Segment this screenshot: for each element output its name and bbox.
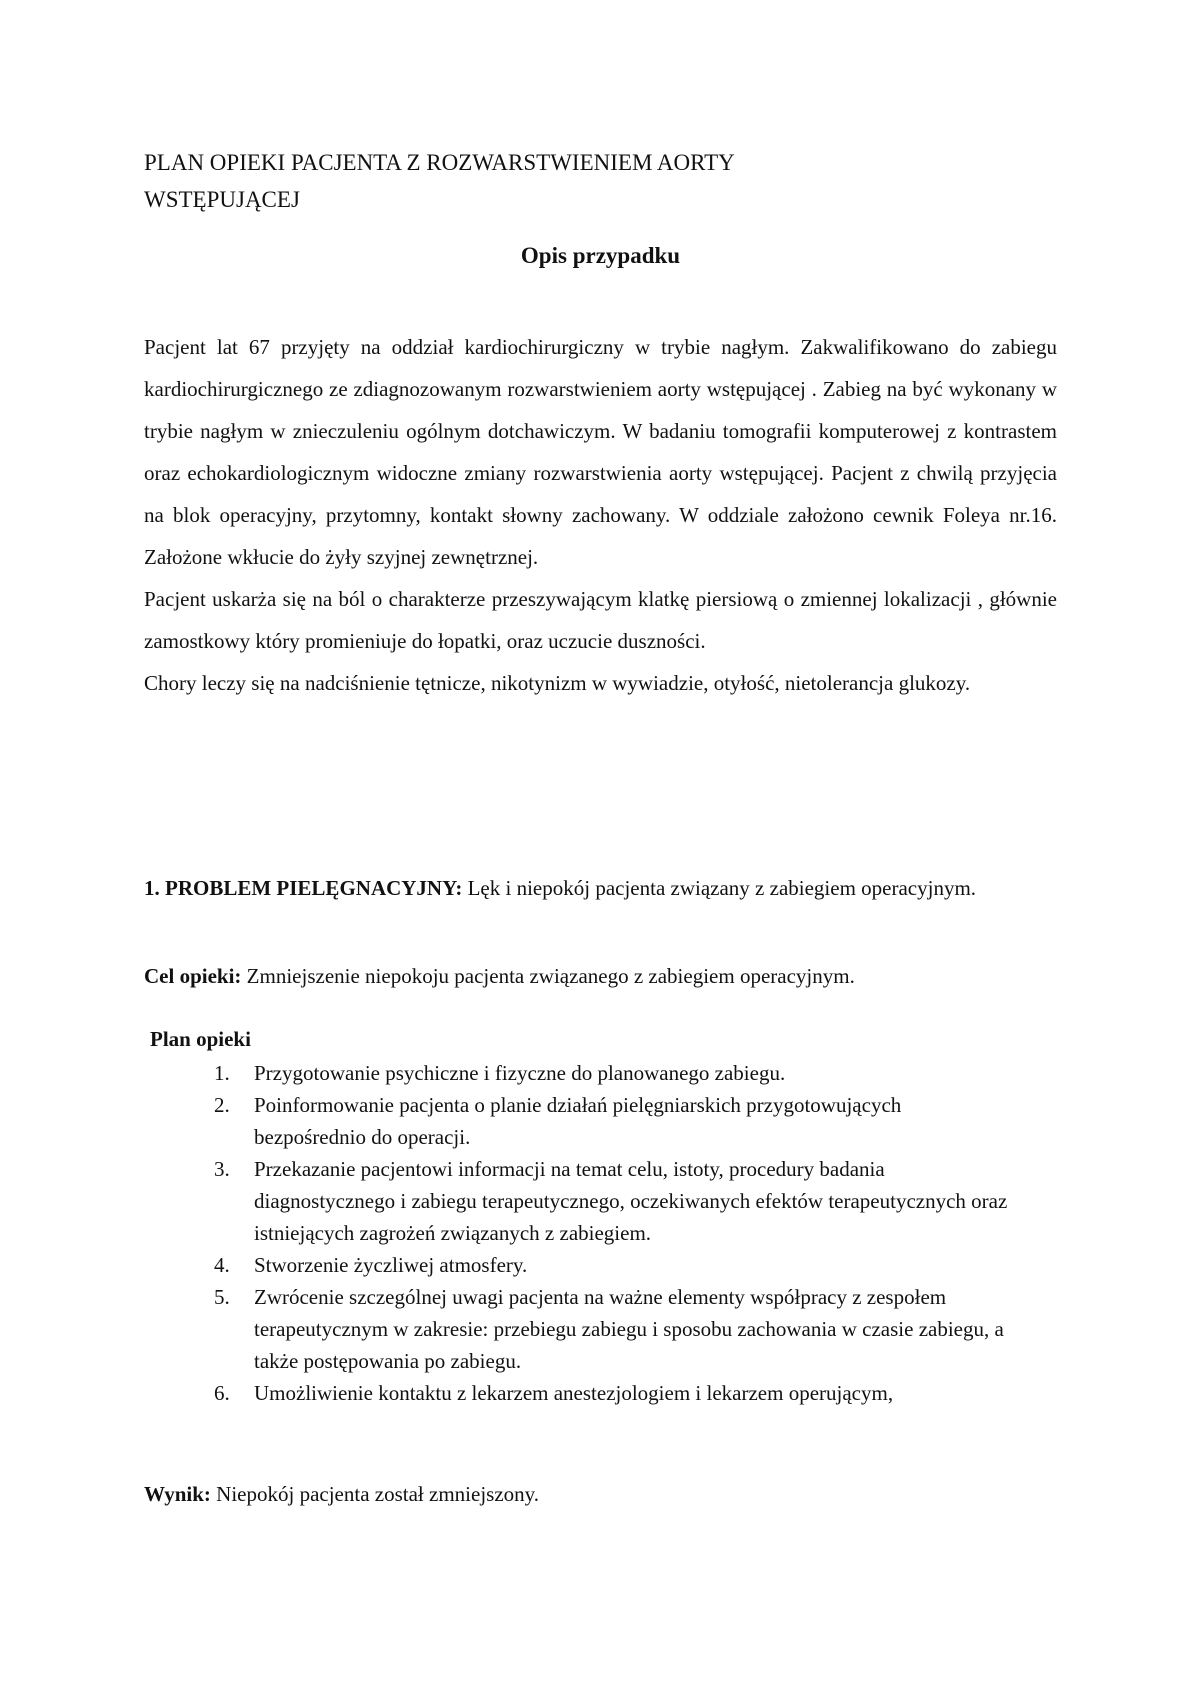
- list-item: [214, 1153, 1014, 1249]
- list-item-number: 5.: [214, 1285, 230, 1309]
- list-item-number: 3.: [214, 1157, 230, 1181]
- list-item-text: Przygotowanie psychiczne i fizyczne do planowanego zabiegu.: [254, 1061, 786, 1085]
- nursing-problem: [144, 874, 1057, 902]
- case-paragraph-3: Chory leczy się na nadciśnienie tętnicze, nikotynizm w wywiadzie, otyłość, nietolerancja glukozy.: [144, 671, 971, 695]
- care-result: [144, 1480, 1057, 1508]
- case-paragraph-2: Pacjent uskarża się na ból o charakterze przeszywającym klatkę piersiową o zmiennej lokalizacji , głównie zamostkowy który promieniuje do łopatki, oraz uczucie duszności.: [144, 587, 1057, 653]
- list-item-text: Stworzenie życzliwej atmosfery.: [254, 1253, 528, 1277]
- list-item-number: 2.: [214, 1093, 230, 1117]
- nursing-problem-label: 1. PROBLEM PIELĘGNACYJNY:: [144, 876, 463, 900]
- care-goal-label: Cel opieki:: [144, 964, 242, 988]
- list-item-number: 6.: [214, 1381, 230, 1405]
- list-item-text: Poinformowanie pacjenta o planie działań pielęgniarskich przygotowujących bezpośrednio do operacji.: [254, 1093, 902, 1149]
- care-plan-heading: Plan opieki: [150, 1027, 251, 1051]
- list-item: [214, 1089, 1014, 1153]
- document-title: [144, 144, 1044, 218]
- list-item: [214, 1057, 1014, 1089]
- list-item: [214, 1249, 1014, 1281]
- case-paragraph-1: Pacjent lat 67 przyjęty na oddział kardiochirurgiczny w trybie nagłym. Zakwalifikowano do zabiegu kardiochirurgicznego ze zdiagnozowanym rozwarstwieniem aorty wstępującej . Zabieg na być wykonany w trybie nagłym w znieczuleniu ogólnym dotchawiczym. W badaniu tomografii komputerowej z kontrastem oraz echokardiologicznym widoczne zmiany rozwarstwienia aorty wstępującej. Pacjent z chwilą przyjęcia na blok operacyjny, przytomny, kontakt słowny zachowany. W oddziale założono cewnik Foleya nr.16. Założone wkłucie do żyły szyjnej zewnętrznej.: [144, 335, 1057, 569]
- nursing-problem-text: Lęk i niepokój pacjenta związany z zabiegiem operacyjnym.: [467, 876, 977, 900]
- case-description: [144, 326, 1057, 704]
- care-goal-text: Zmniejszenie niepokoju pacjenta związanego z zabiegiem operacyjnym.: [246, 964, 855, 988]
- care-result-label: Wynik:: [144, 1482, 211, 1506]
- list-item: [214, 1281, 1014, 1377]
- care-goal: [144, 962, 1057, 990]
- title-line-1: PLAN OPIEKI PACJENTA Z ROZWARSTWIENIEM AORTY: [144, 150, 735, 175]
- care-result-text: Niepokój pacjenta został zmniejszony.: [216, 1482, 540, 1506]
- list-item-number: 1.: [214, 1061, 230, 1085]
- list-item-text: Umożliwienie kontaktu z lekarzem anestezjologiem i lekarzem operującym,: [254, 1381, 894, 1405]
- care-plan-list: [214, 1057, 1014, 1409]
- case-subtitle: Opis przypadku: [520, 243, 681, 268]
- list-item-number: 4.: [214, 1253, 230, 1277]
- list-item-text: Zwrócenie szczególnej uwagi pacjenta na ważne elementy współpracy z zespołem terapeutycznym w zakresie: przebiegu zabiegu i sposobu zachowania w czasie zabiegu, a także postępowania po zabiegu.: [254, 1285, 1004, 1373]
- list-item: [214, 1377, 1014, 1409]
- list-item-text: Przekazanie pacjentowi informacji na temat celu, istoty, procedury badania diagnostycznego i zabiegu terapeutycznego, oczekiwanych efektów terapeutycznych oraz istniejących zagrożeń związanych z zabiegiem.: [254, 1157, 1008, 1245]
- title-line-2: WSTĘPUJĄCEJ: [144, 187, 300, 212]
